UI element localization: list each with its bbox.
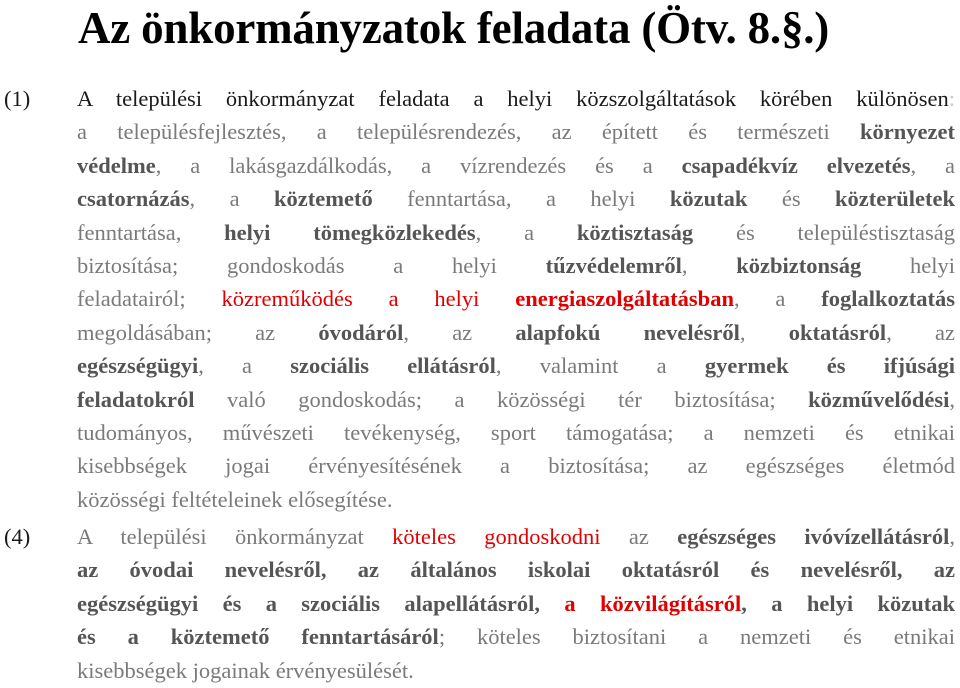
text-segment: köteles gondoskodni [392, 524, 601, 549]
text-segment: , valamint a [495, 353, 705, 379]
text-segment: egészségügyi és a szociális alapellátásról, [77, 590, 565, 616]
text-segment: , az [403, 319, 516, 345]
text-segment: és településtisztaság [693, 219, 955, 245]
text-segment: , [949, 524, 955, 549]
text-segment: az [600, 524, 678, 549]
text-segment: köztisztaság [576, 219, 694, 245]
text-line [77, 520, 955, 553]
text-segment: biztosítása; gondoskodás a helyi [77, 252, 546, 278]
text-line [77, 654, 955, 687]
text-segment: , a lakásgazdálkodás, a vízrendezés és a [155, 152, 682, 178]
text-line [77, 553, 955, 586]
text-segment: , a [910, 152, 955, 178]
text-segment: , a [189, 186, 275, 212]
text-segment: és [747, 186, 836, 212]
text-line [77, 416, 955, 449]
text-line [77, 349, 955, 382]
text-segment: közreműködés a helyi [221, 286, 516, 312]
text-segment: az óvodai nevelésről, az általános iskolai oktatásról és nevelésről, az [77, 557, 955, 583]
text-line [77, 449, 955, 482]
text-segment: fenntartása, [77, 219, 225, 245]
paragraph-1 [0, 82, 956, 516]
text-segment: csapadékvíz elvezetés [681, 152, 911, 178]
text-segment: közterületek [835, 186, 955, 212]
text-segment: védelme [77, 152, 156, 178]
text-segment: megoldásában; az [77, 319, 319, 345]
text-line [77, 216, 955, 249]
text-line [77, 182, 955, 215]
text-segment: ; köteles biztosítani a nemzeti és etnikai [438, 624, 955, 650]
text-segment: kisebbségek jogai érvényesítésének a biztosítása; az egészséges életmód [77, 453, 955, 479]
paragraph-4 [0, 520, 956, 687]
text-segment: , a [475, 219, 577, 245]
text-segment: egészségügyi [77, 353, 199, 379]
text-segment: óvodáról [318, 319, 404, 345]
text-segment: szociális ellátásról [290, 353, 496, 379]
text-segment: a településfejlesztés, a településrendezés, az épített és természeti [77, 119, 861, 145]
text-line [77, 115, 955, 148]
text-segment: köztemető [274, 186, 373, 212]
text-segment: közbiztonság [736, 252, 862, 278]
text-segment: A települési önkormányzat [77, 524, 393, 549]
text-segment: A települési önkormányzat feladata a helyi közszolgáltatások körében különösen [77, 86, 949, 111]
text-segment: , [949, 386, 955, 412]
text-segment: foglalkoztatás [821, 286, 955, 312]
text-line [77, 383, 955, 416]
text-segment: feladatairól; [77, 286, 222, 312]
text-segment: , a [733, 286, 822, 312]
text-segment: csatornázás [77, 186, 190, 212]
text-segment: : [948, 86, 955, 111]
text-segment: közművelődési [808, 386, 950, 412]
text-segment: közutak [669, 186, 748, 212]
text-segment: , [739, 319, 789, 345]
text-segment: , a helyi közutak [741, 590, 955, 616]
text-segment: , a [198, 353, 291, 379]
text-segment: tűzvédelemről [545, 252, 682, 278]
text-segment: a közvilágításról [564, 590, 742, 616]
text-line [77, 149, 955, 182]
text-segment: energiaszolgáltatásban [515, 286, 734, 312]
text-segment: helyi [861, 252, 955, 278]
text-line [77, 620, 955, 653]
text-segment: kisebbségek jogainak érvényesülését. [77, 657, 414, 683]
text-segment: való gondoskodás; a közösségi tér biztosítása; [194, 386, 809, 412]
text-segment: feladatokról [77, 386, 195, 412]
text-line [77, 483, 955, 516]
paragraph-number: (4) [4, 524, 31, 549]
paragraph-number: (1) [4, 86, 31, 111]
text-line [77, 587, 955, 620]
text-segment: és a köztemető fenntartásáról [77, 624, 439, 650]
text-segment: gyermek és ifjúsági [704, 353, 955, 379]
text-segment: egészséges ivóvízellátásról [677, 524, 950, 549]
text-segment: helyi tömegközlekedés [224, 219, 476, 245]
text-line [77, 316, 955, 349]
text-segment: oktatásról [788, 319, 887, 345]
text-segment: alapfokú nevelésről [515, 319, 740, 345]
text-segment: , az [886, 319, 955, 345]
text-segment: , [681, 252, 737, 278]
text-segment: környezet [860, 119, 955, 145]
text-line [77, 82, 955, 115]
text-segment: tudományos, művészeti tevékenység, sport támogatása; a nemzeti és etnikai [77, 419, 955, 445]
page-title: Az önkormányzatok feladata (Ötv. 8.§.) [78, 3, 830, 53]
text-segment: közösségi feltételeinek elősegítése. [77, 486, 393, 512]
text-line [77, 249, 955, 282]
text-line [77, 282, 955, 315]
text-segment: fenntartása, a helyi [372, 186, 670, 212]
